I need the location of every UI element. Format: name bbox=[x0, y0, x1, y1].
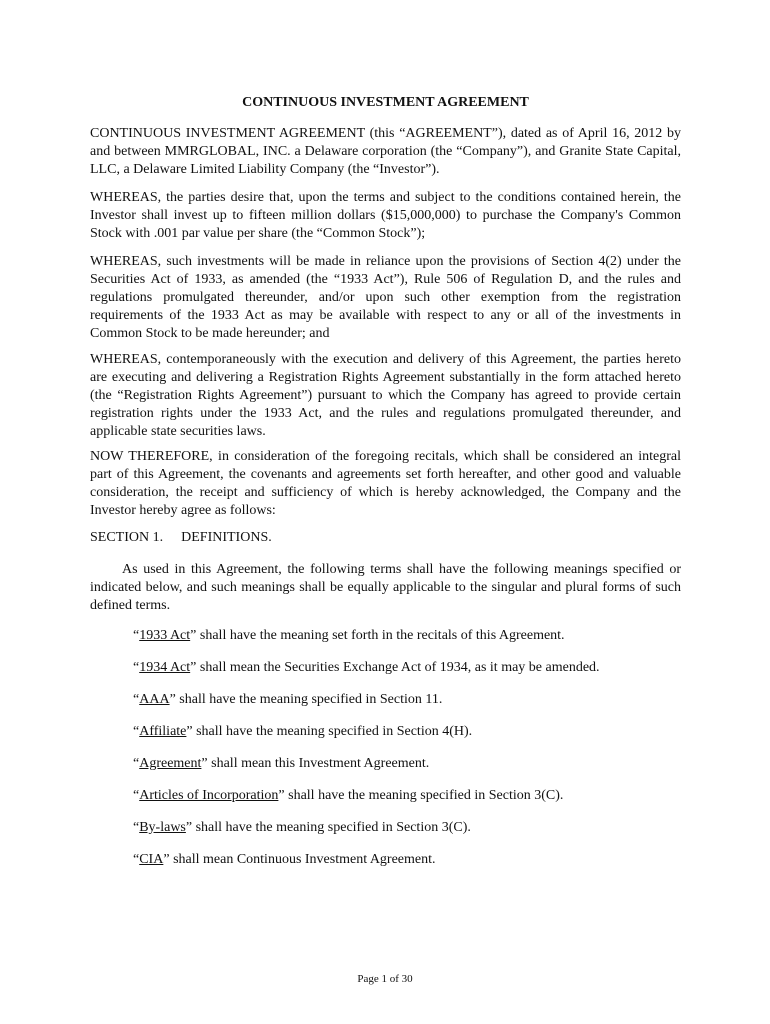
definition-item: “Affiliate” shall have the meaning specified in Section 4(H). bbox=[133, 724, 473, 739]
definition-text: shall have the meaning specified in Section 11. bbox=[175, 692, 443, 707]
definition-item: “CIA” shall mean Continuous Investment Agreement. bbox=[133, 852, 436, 867]
defined-term: Articles of Incorporation bbox=[139, 788, 279, 803]
now-therefore-paragraph: NOW THEREFORE, in consideration of the foregoing recitals, which shall be considered an integral part of this Agreement, the covenants and agreements set forth hereafter, and other good and valuable consideration, the receipt and sufficiency of which is hereby acknowledged, the Company and the Investor hereby agree as follows: bbox=[90, 449, 681, 518]
definition-item: “AAA” shall have the meaning specified in Section 11. bbox=[133, 692, 443, 707]
document-title: CONTINUOUS INVESTMENT AGREEMENT bbox=[242, 95, 529, 110]
defined-term: 1934 Act bbox=[139, 660, 191, 675]
definition-item: “By-laws” shall have the meaning specified in Section 3(C). bbox=[133, 820, 471, 835]
whereas-paragraph-3: WHEREAS, contemporaneously with the execution and delivery of this Agreement, the parties hereto are executing and delivering a Registration Rights Agreement substantially in the form attached hereto (the “Registration Rights Agreement”) pursuant to which the Company has agreed to provide certain registration rights under the 1933 Act, and the rules and regulations promulgated thereunder, and applicable state securities laws. bbox=[90, 352, 681, 439]
definition-item: “1933 Act” shall have the meaning set forth in the recitals of this Agreement. bbox=[133, 628, 565, 643]
defined-term: CIA bbox=[139, 852, 164, 867]
section-title: DEFINITIONS. bbox=[181, 530, 272, 545]
definition-text: shall mean the Securities Exchange Act of 1934, as it may be amended. bbox=[196, 660, 600, 675]
whereas-paragraph-2: WHEREAS, such investments will be made in reliance upon the provisions of Section 4(2) under the Securities Act of 1933, as amended (the “1933 Act”), Rule 506 of Regulation D, and the rules and regulations promulgated thereunder, and/or upon such other exemption from the registration requirements of the 1933 Act as may be available with respect to any or all of the investments in Common Stock to be made hereunder; and bbox=[90, 254, 681, 341]
definition-text: shall have the meaning specified in Section 3(C). bbox=[192, 820, 471, 835]
defined-term: Agreement bbox=[139, 756, 202, 771]
page-number-footer: Page 1 of 30 bbox=[357, 973, 413, 985]
section-intro-paragraph: As used in this Agreement, the following terms shall have the following meanings specified or indicated below, and such meanings shall be equally applicable to the singular and plural forms of such defined terms. bbox=[90, 562, 681, 613]
definition-item: “1934 Act” shall mean the Securities Exchange Act of 1934, as it may be amended. bbox=[133, 660, 600, 675]
section-number: SECTION 1. bbox=[90, 530, 164, 545]
definition-text: shall mean Continuous Investment Agreement. bbox=[169, 852, 436, 867]
preamble-paragraph: CONTINUOUS INVESTMENT AGREEMENT (this “AGREEMENT”), dated as of April 16, 2012 by and between MMRGLOBAL, INC. a Delaware corporation (the “Company”), and Granite State Capital, LLC, a Delaware Limited Liability Company (the “Investor”). bbox=[90, 126, 681, 177]
definition-text: shall have the meaning set forth in the recitals of this Agreement. bbox=[196, 628, 565, 643]
definition-text: shall have the meaning specified in Section 3(C). bbox=[284, 788, 564, 803]
defined-term: AAA bbox=[139, 692, 170, 707]
defined-term: 1933 Act bbox=[139, 628, 191, 643]
definition-item: “Articles of Incorporation” shall have the meaning specified in Section 3(C). bbox=[133, 788, 564, 803]
definition-text: shall mean this Investment Agreement. bbox=[207, 756, 430, 771]
defined-term: By-laws bbox=[139, 820, 186, 835]
definition-item: “Agreement” shall mean this Investment Agreement. bbox=[133, 756, 430, 771]
section-heading bbox=[90, 529, 681, 547]
definition-text: shall have the meaning specified in Section 4(H). bbox=[192, 724, 473, 739]
whereas-paragraph-1: WHEREAS, the parties desire that, upon the terms and subject to the conditions contained herein, the Investor shall invest up to fifteen million dollars ($15,000,000) to purchase the Company's Common Stock with .001 par value per share (the “Common Stock”); bbox=[90, 190, 681, 241]
defined-term: Affiliate bbox=[139, 724, 187, 739]
